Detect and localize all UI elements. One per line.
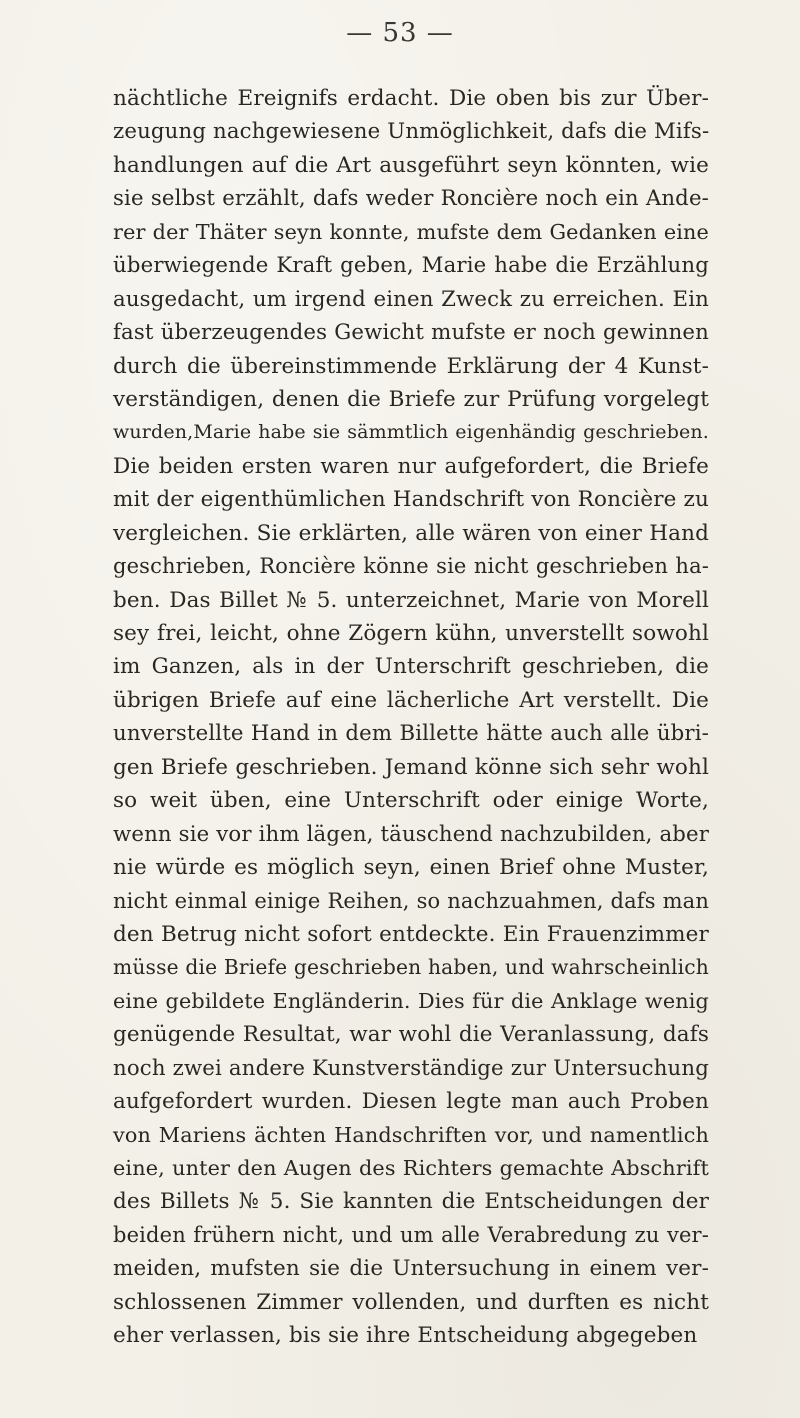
body-text (113, 82, 709, 1353)
text-line: aufgefordert wurden. Diesen legte man auch Proben (113, 1089, 709, 1115)
text-line: zeugung nachgewiesene Unmöglichkeit, dafs die Mifs- (113, 119, 710, 145)
text-line: eine gebildete Engländerin. Dies für die Anklage wenig (113, 988, 709, 1013)
text-line: wenn sie vor ihm lägen, täuschend nachzubilden, aber (113, 821, 710, 847)
text-line: genügende Resultat, war wohl die Veranlassung, dafs (113, 1022, 709, 1048)
text-line: nicht einmal einige Reihen, so nachzuahmen, dafs man (113, 888, 709, 913)
text-line: meiden, mufsten sie die Untersuchung in einem ver- (113, 1256, 709, 1282)
text-line: handlungen auf die Art ausgeführt seyn könnten, wie (113, 152, 709, 178)
text-line: durch die übereinstimmende Erklärung der 4 Kunst- (113, 353, 709, 379)
text-line: des Billets № 5. Sie kannten die Entscheidungen der (113, 1189, 709, 1215)
text-line: überwiegende Kraft geben, Marie habe die Erzählung (113, 253, 709, 279)
text-line: übrigen Briefe auf eine lächerliche Art verstellt. Die (113, 687, 709, 713)
text-line: ben. Das Billet № 5. unterzeichnet, Marie von Morell (113, 587, 709, 613)
text-line: eine, unter den Augen des Richters gemachte Abschrift (113, 1156, 709, 1180)
text-line: sie selbst erzählt, dafs weder Roncière noch ein Ande- (113, 186, 709, 212)
text-line: so weit üben, eine Unterschrift oder einige Worte, (113, 788, 709, 814)
text-line: ausgedacht, um irgend einen Zweck zu erreichen. Ein (113, 286, 709, 312)
text-line: geschrieben, Roncière könne sie nicht geschrieben ha- (113, 554, 709, 579)
text-line: noch zwei andere Kunstverständige zur Untersuchung (113, 1055, 709, 1081)
text-line: wurden,Marie habe sie sämmtlich eigenhändig geschrieben. (113, 421, 709, 444)
page-number: — 53 — (346, 18, 454, 48)
text-line: sey frei, leicht, ohne Zögern kühn, unverstellt sowohl (113, 621, 709, 646)
text-line: schlossenen Zimmer vollenden, und durften es nicht (113, 1289, 709, 1315)
text-line: im Ganzen, als in der Unterschrift geschrieben, die (113, 654, 709, 680)
text-line: nie würde es möglich seyn, einen Brief ohne Muster, (113, 855, 709, 881)
text-line: gen Briefe geschrieben. Jemand könne sich sehr wohl (113, 754, 709, 780)
text-line: mit der eigenthümlichen Handschrift von Roncière zu (113, 487, 709, 513)
text-line: eher verlassen, bis sie ihre Entscheidung abgegeben (113, 1323, 698, 1349)
text-line: von Mariens ächten Handschriften vor, und namentlich (113, 1122, 709, 1147)
text-line: verständigen, denen die Briefe zur Prüfung vorgelegt (113, 386, 709, 412)
text-line: vergleichen. Sie erklärten, alle wären von einer Hand (113, 520, 709, 546)
text-line: rer der Thäter seyn konnte, mufste dem Gedanken eine (113, 219, 709, 244)
text-line: unverstellte Hand in dem Billette hätte auch alle übri- (113, 721, 709, 747)
text-line: den Betrug nicht sofort entdeckte. Ein Frauenzimmer (113, 921, 709, 947)
text-line: Die beiden ersten waren nur aufgefordert, die Briefe (113, 453, 709, 479)
text-line: fast überzeugendes Gewicht mufste er noch gewinnen (113, 320, 709, 346)
text-line: müsse die Briefe geschrieben haben, und wahrscheinlich (113, 955, 709, 980)
text-line: nächtliche Ereignifs erdacht. Die oben bis zur Über- (113, 86, 709, 111)
text-line: beiden frühern nicht, und um alle Verabredung zu ver- (113, 1222, 709, 1247)
